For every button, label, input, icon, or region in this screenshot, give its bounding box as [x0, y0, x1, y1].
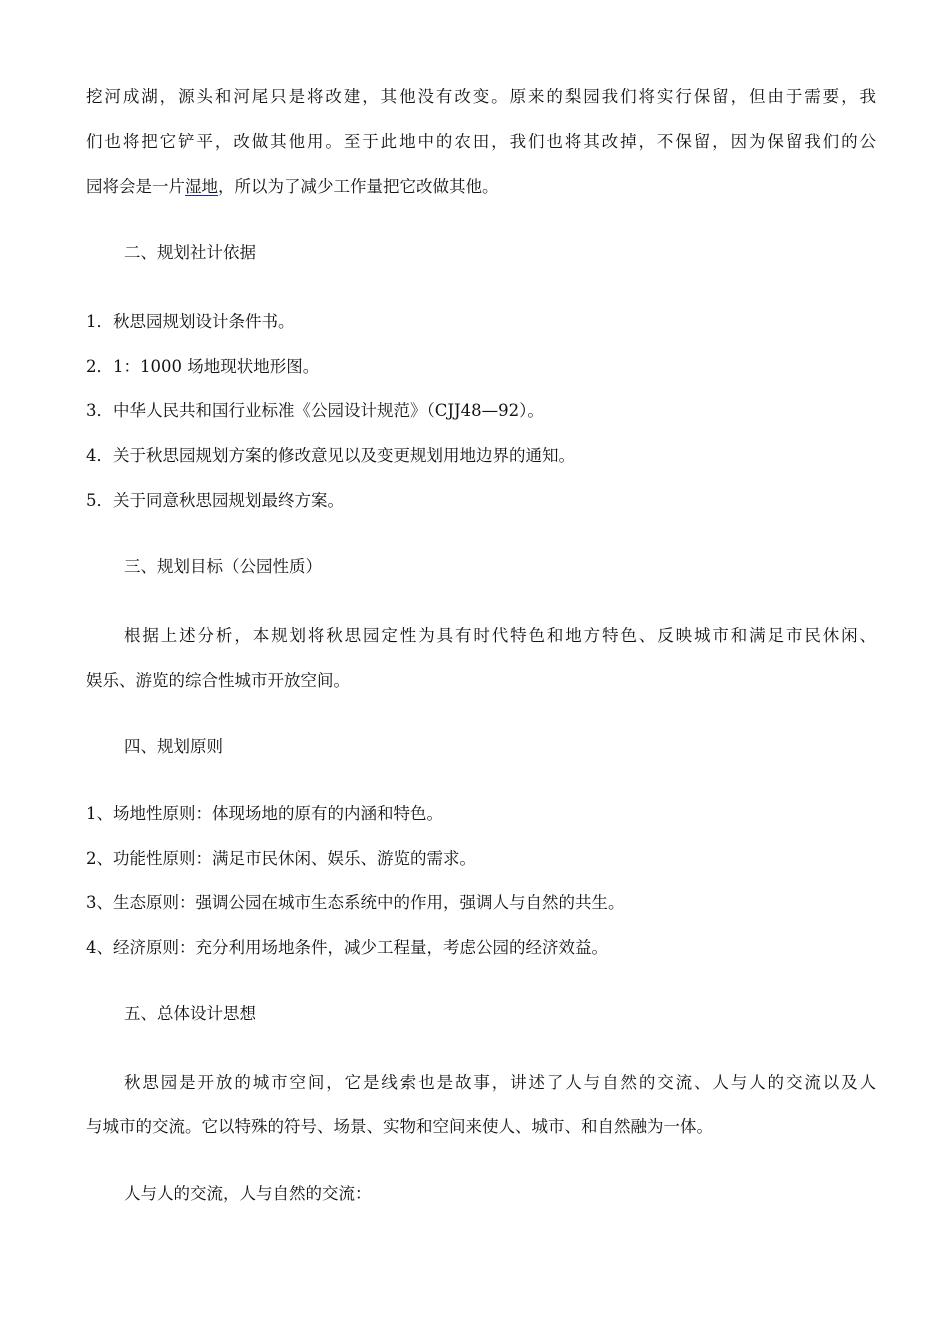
- basis-item: 3．中华人民共和国行业标准《公园设计规范》（CJJ48—92）。: [86, 401, 544, 420]
- basis-item: 5．关于同意秋思园规划最终方案。: [86, 491, 344, 510]
- intro-line-3: [86, 176, 499, 198]
- basis-item: 2．1：1000 场地现状地形图。: [86, 357, 320, 376]
- intro-line-2: 们也将把它铲平，改做其他用。至于此地中的农田，我们也将其改掉，不保留，因为保留我们的公: [86, 132, 876, 151]
- principle-item: 4、经济原则：充分利用场地条件，减少工程量，考虑公园的经济效益。: [86, 938, 608, 957]
- basis-item: 4．关于秋思园规划方案的修改意见以及变更规划用地边界的通知。: [86, 446, 575, 465]
- intro-line-1: 挖河成湖，源头和河尾只是将改建，其他没有改变。原来的梨园我们将实行保留，但由于需要，我: [86, 87, 876, 106]
- intro-line-3-end: ，所以为了减少工作量把它改做其他。: [218, 177, 499, 196]
- intro-line-3-start: 园将会是一片: [86, 177, 185, 196]
- goal-line-2: 娱乐、游览的综合性城市开放空间。: [86, 671, 350, 690]
- principle-item: 1、场地性原则：体现场地的原有的内涵和特色。: [86, 804, 443, 823]
- principle-item: 2、功能性原则：满足市民休闲、娱乐、游览的需求。: [86, 849, 476, 868]
- principle-item: 3、生态原则：强调公园在城市生态系统中的作用，强调人与自然的共生。: [86, 893, 625, 912]
- idea-line-1: 秋思园是开放的城市空间，它是线索也是故事，讲述了人与自然的交流、人与人的交流以及人: [124, 1073, 876, 1092]
- basis-item: 1．秋思园规划设计条件书。: [86, 312, 295, 331]
- goal-heading: 三、规划目标（公园性质）: [124, 557, 322, 576]
- wetland-link[interactable]: 湿地: [185, 177, 218, 196]
- goal-line-1: 根据上述分析，本规划将秋思园定性为具有时代特色和地方特色、反映城市和满足市民休闲、: [124, 626, 876, 645]
- idea-heading: 五、总体设计思想: [124, 1004, 256, 1023]
- idea-line-3: 人与人的交流，人与自然的交流：: [124, 1184, 372, 1203]
- basis-heading: 二、规划社计依据: [124, 243, 256, 262]
- idea-line-2: 与城市的交流。它以特殊的符号、场景、实物和空间来使人、城市、和自然融为一体。: [86, 1117, 713, 1136]
- principle-heading: 四、规划原则: [124, 737, 223, 756]
